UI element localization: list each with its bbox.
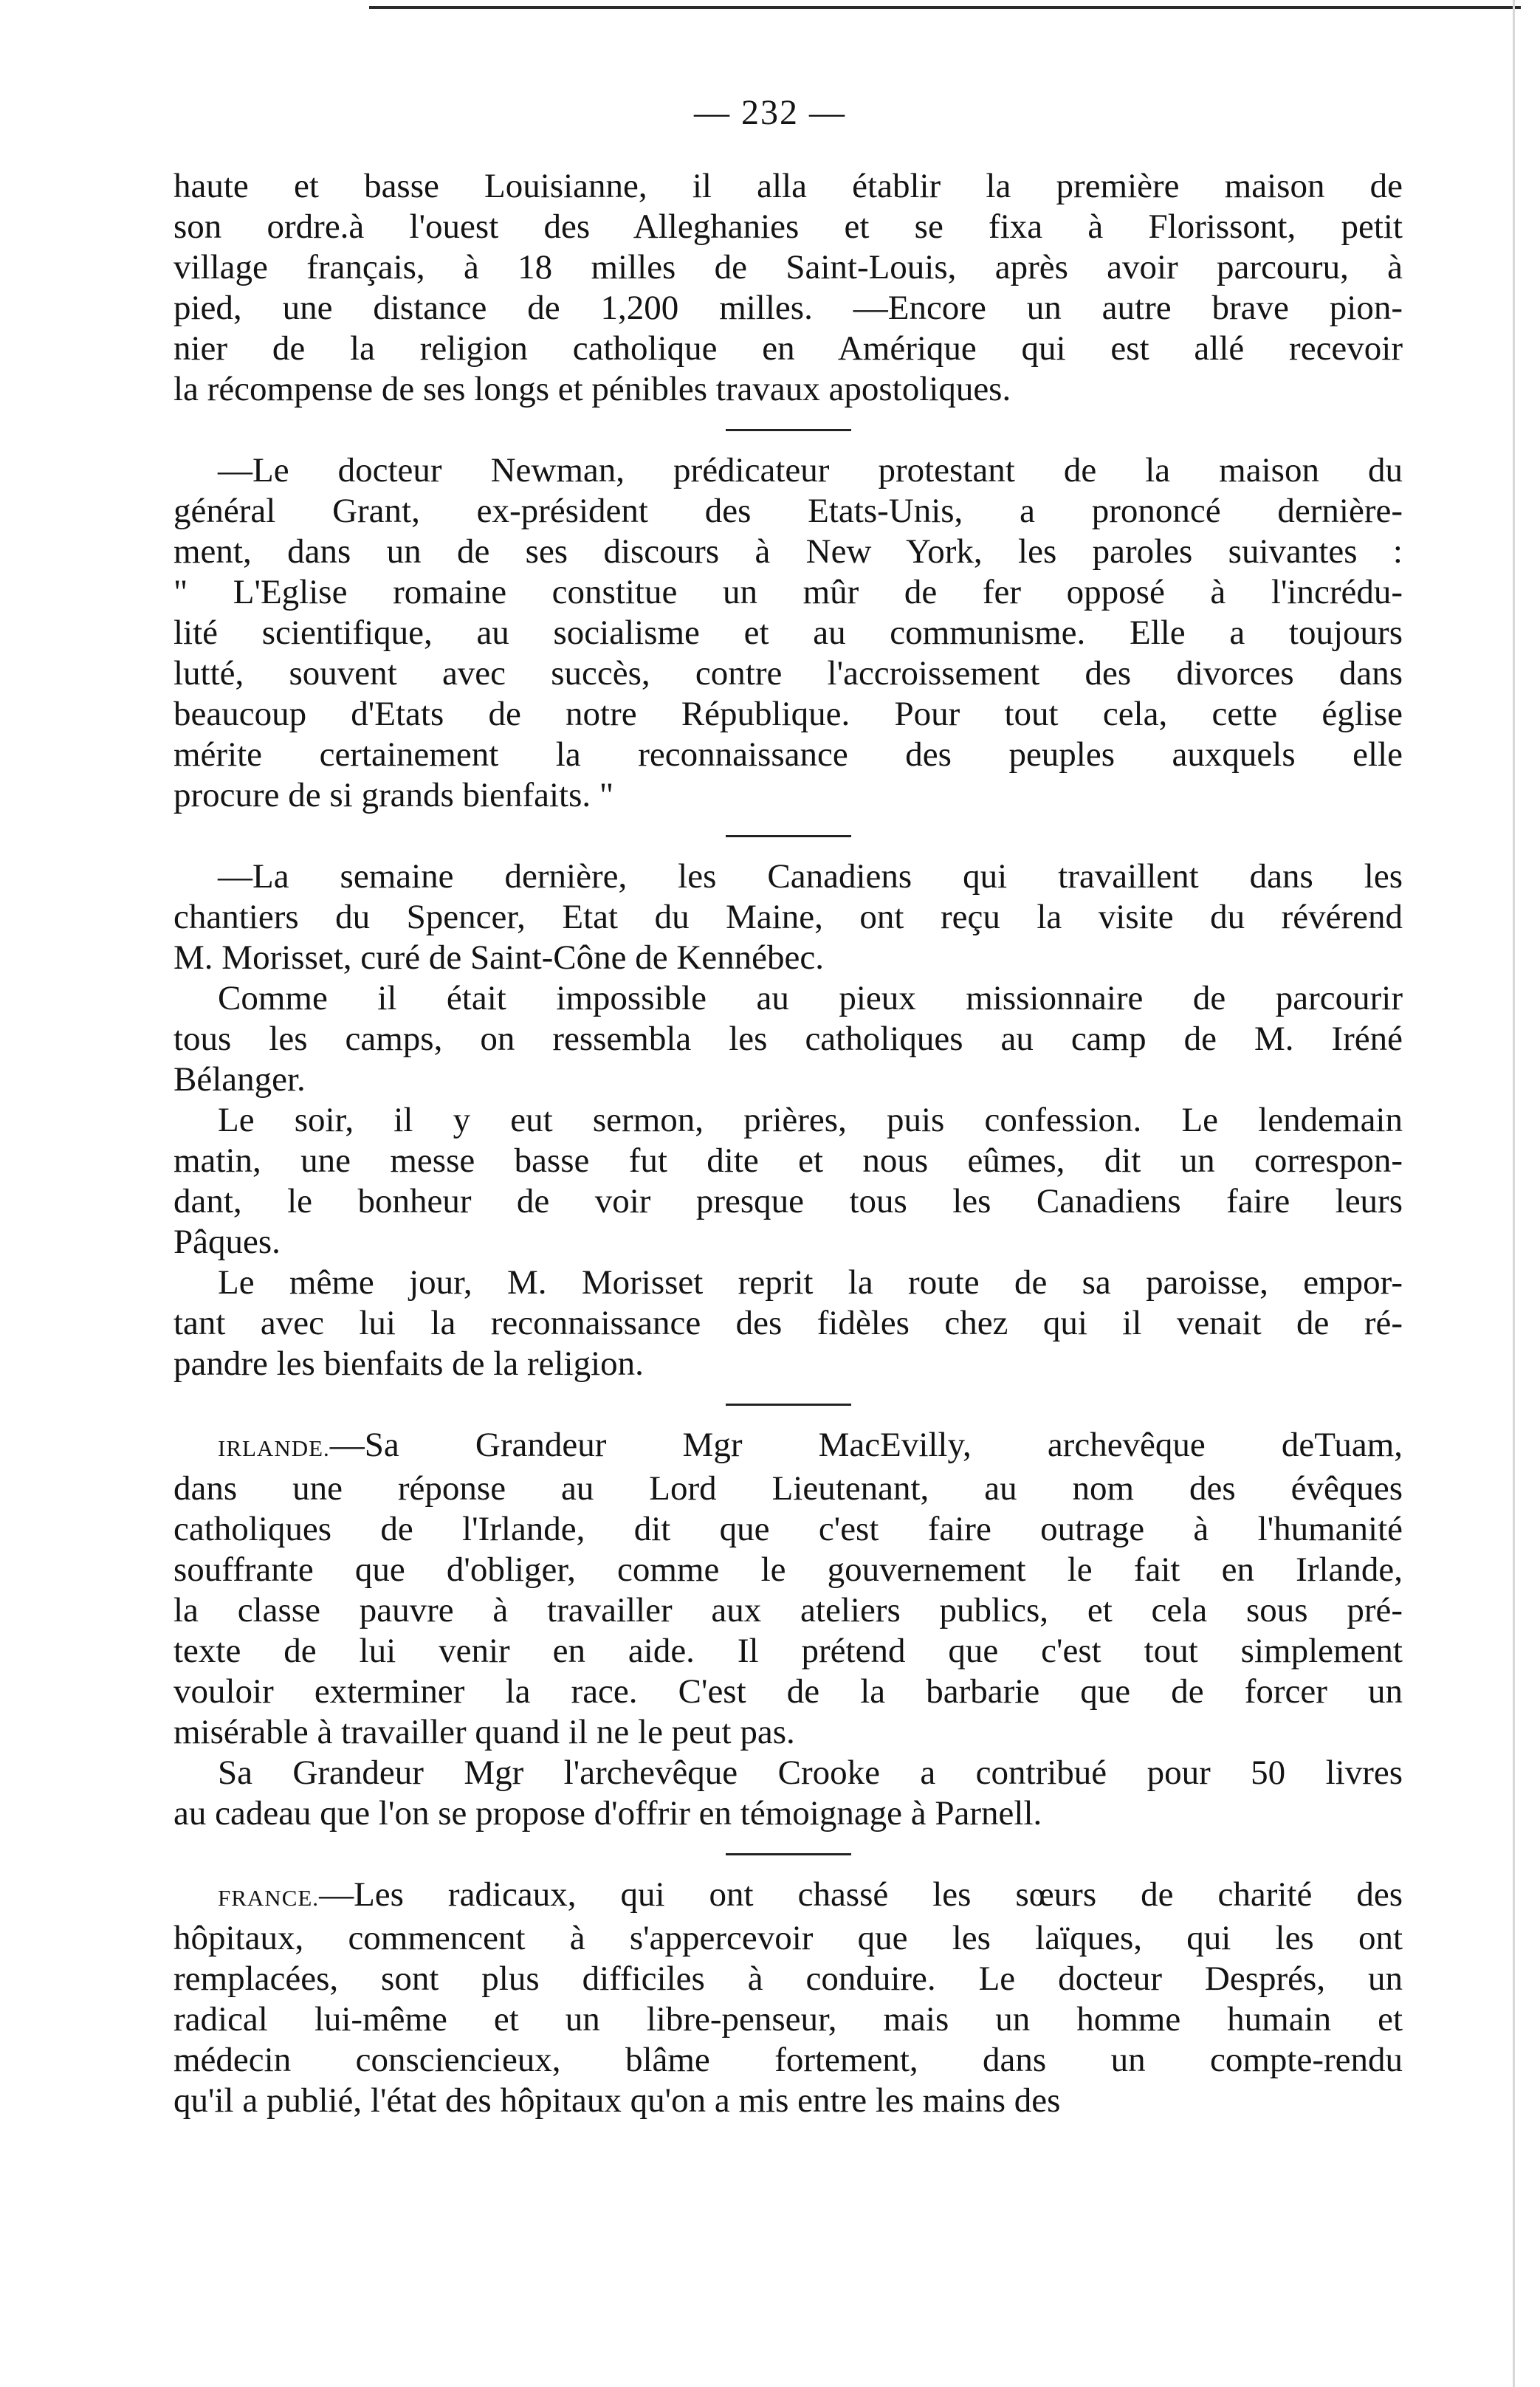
text-line: lutté, souvent avec succès, contre l'accroissement des divorces dans [173,654,1403,693]
text-line: pied, une distance de 1,200 milles. —Encore un autre brave pion- [173,289,1403,327]
page-edge [1513,0,1515,2387]
text-line: —La semaine dernière, les Canadiens qui travaillent dans les [218,857,1403,896]
text-line [173,1425,1403,1469]
paragraph [173,1753,1403,1834]
text-line: tous les camps, on ressembla les catholiques au camp de M. Iréné [173,1020,1403,1058]
page-number: — 232 — [694,93,846,132]
paragraph [173,1875,1403,2121]
section-separator [726,835,851,837]
top-border-rule [369,6,1521,9]
text-line: village français, à 18 milles de Saint-Louis, après avoir parcouru, à [173,248,1403,286]
text-line: Le soir, il y eut sermon, prières, puis confession. Le lendemain [218,1101,1403,1139]
paragraph [173,1425,1403,1753]
text-line: Bélanger. [173,1060,306,1099]
text-line: hôpitaux, commencent à s'appercevoir que les laïques, qui les ont [173,1919,1403,1957]
text-line: texte de lui venir en aide. Il prétend que c'est tout simplement [173,1632,1403,1670]
article-section [173,166,1403,410]
text-line: misérable à travailler quand il ne le peut pas. [173,1713,795,1751]
text-line: général Grant, ex-président des Etats-Unis, a prononcé dernière- [173,492,1403,530]
text-line: Pâques. [173,1223,281,1261]
text-line: souffrante que d'obliger, comme le gouvernement le fait en Irlande, [173,1550,1403,1589]
section-separator [726,1404,851,1406]
text-line: procure de si grands bienfaits. " [173,776,614,814]
section-lead: FRANCE. [218,1885,320,1911]
text-line: " L'Eglise romaine constitue un mûr de fer opposé à l'incrédu- [173,573,1403,611]
text-line: la classe pauvre à travailler aux ateliers publics, et cela sous pré- [173,1591,1403,1629]
text-line: vouloir exterminer la race. C'est de la barbarie que de forcer un [173,1672,1403,1711]
section-lead: IRLANDE. [218,1435,330,1461]
text-line: M. Morisset, curé de Saint-Cône de Kennébec. [173,938,824,977]
text-line: Sa Grandeur Mgr l'archevêque Crooke a contribué pour 50 livres [218,1754,1403,1792]
text-line: catholiques de l'Irlande, dit que c'est faire outrage à l'humanité [173,1510,1403,1548]
text-line: la récompense de ses longs et pénibles travaux apostoliques. [173,370,1011,408]
text-line: chantiers du Spencer, Etat du Maine, ont reçu la visite du révérend [173,898,1403,936]
text-line: pandre les bienfaits de la religion. [173,1344,644,1383]
article-section [173,450,1403,816]
paragraph [173,856,1403,978]
text-line: —Le docteur Newman, prédicateur protestant de la maison du [218,451,1403,490]
article-section [173,856,1403,1384]
section-separator [726,429,851,431]
page-body [173,166,1403,2121]
paragraph [173,1100,1403,1263]
text-line: matin, une messe basse fut dite et nous eûmes, dit un correspon- [173,1141,1403,1180]
text-line: mérite certainement la reconnaissance des peuples auxquels elle [173,735,1403,774]
text-line: lité scientifique, au socialisme et au communisme. Elle a toujours [173,614,1403,652]
text-line-content: —Les radicaux, qui ont chassé les sœurs de charité des [319,1875,1403,1914]
article-section [173,1875,1403,2121]
text-line: radical lui-même et un libre-penseur, mais un homme humain et [173,2000,1403,2039]
text-line [173,1875,1403,1918]
text-line: remplacées, sont plus difficiles à conduire. Le docteur Després, un [173,1960,1403,1998]
text-line: médecin consciencieux, blâme fortement, dans un compte-rendu [173,2041,1403,2079]
text-line: haute et basse Louisianne, il alla établir la première maison de [173,167,1403,205]
paragraph [173,166,1403,410]
text-line: Comme il était impossible au pieux missionnaire de parcourir [218,979,1403,1017]
paragraph [173,1263,1403,1384]
text-line: au cadeau que l'on se propose d'offrir en témoignage à Parnell. [173,1794,1042,1833]
text-line: tant avec lui la reconnaissance des fidèles chez qui il venait de ré- [173,1304,1403,1342]
text-line: dans une réponse au Lord Lieutenant, au nom des évêques [173,1469,1403,1508]
text-line: beaucoup d'Etats de notre République. Pour tout cela, cette église [173,695,1403,733]
text-line: qu'il a publié, l'état des hôpitaux qu'on a mis entre les mains des [173,2081,1061,2120]
paragraph [173,978,1403,1100]
section-separator [726,1853,851,1855]
paragraph [173,450,1403,816]
text-line: Le même jour, M. Morisset reprit la route de sa paroisse, empor- [218,1263,1403,1302]
article-section [173,1425,1403,1834]
text-line: ment, dans un de ses discours à New York, les paroles suivantes : [173,532,1403,571]
text-line: son ordre.à l'ouest des Alleghanies et se fixa à Florissont, petit [173,207,1403,246]
text-line: dant, le bonheur de voir presque tous les Canadiens faire leurs [173,1182,1403,1220]
text-line-content: —Sa Grandeur Mgr MacEvilly, archevêque deTuam, [329,1426,1403,1464]
text-line: nier de la religion catholique en Amérique qui est allé recevoir [173,329,1403,368]
